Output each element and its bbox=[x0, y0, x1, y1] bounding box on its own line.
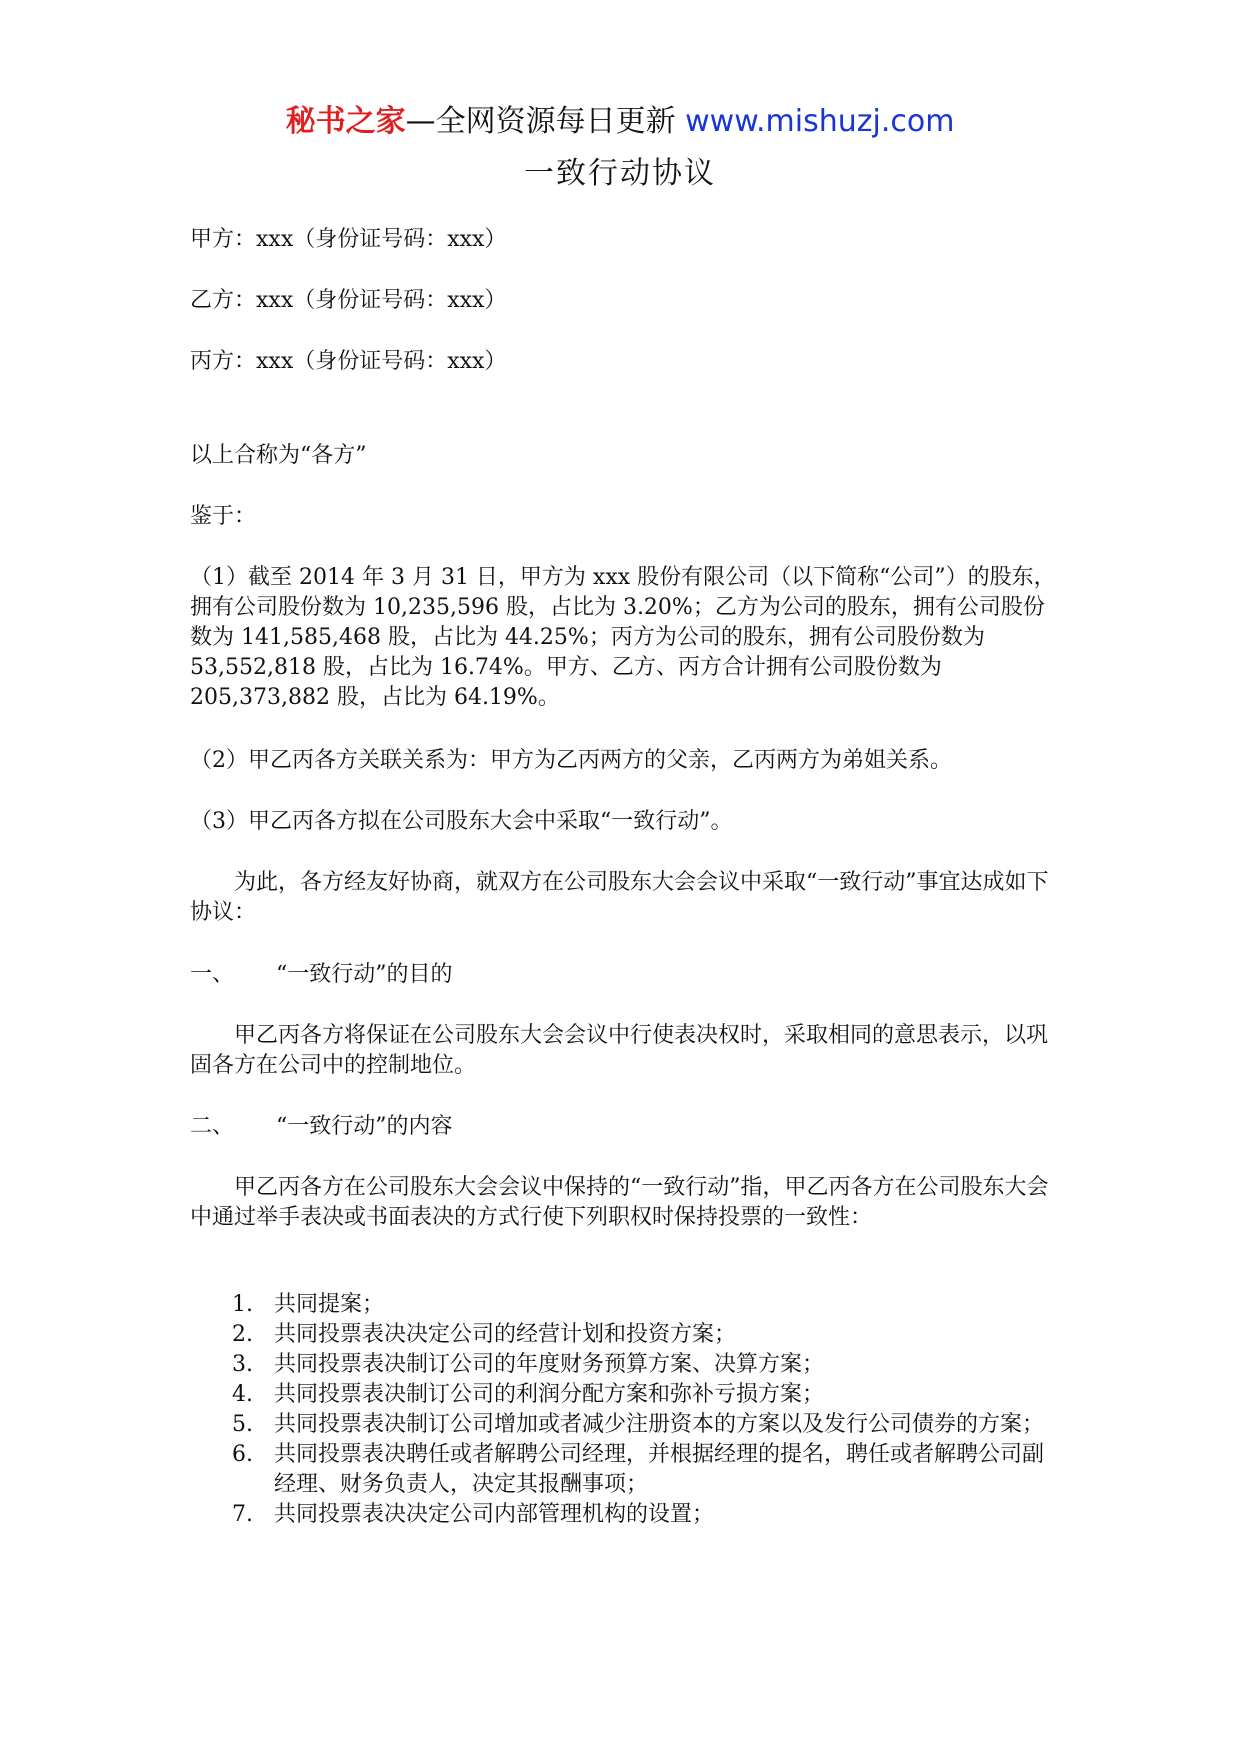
site-banner bbox=[0, 102, 1240, 142]
list-item-number: 7. bbox=[232, 1502, 253, 1527]
list-item-text: 共同投票表决决定公司内部管理机构的设置； bbox=[274, 1502, 715, 1527]
list-item bbox=[232, 1410, 1060, 1440]
section-2-title: “一致行动”的内容 bbox=[276, 1114, 453, 1139]
section-1-body: 甲乙丙各方将保证在公司股东大会会议中行使表决权时，采取相同的意思表示，以巩固各方在公司中的控制地位。 bbox=[190, 1023, 1049, 1078]
list-item bbox=[232, 1350, 1060, 1380]
list-item-text: 共同投票表决制订公司的年度财务预算方案、决算方案； bbox=[274, 1352, 825, 1377]
whereas-clause-3: （3）甲乙丙各方拟在公司股东大会中采取“一致行动”。 bbox=[190, 809, 733, 834]
list-item bbox=[232, 1440, 1060, 1500]
preamble-paragraph: 为此，各方经友好协商，就双方在公司股东大会会议中采取“一致行动”事宜达成如下协议： bbox=[190, 870, 1049, 925]
whereas-clause-1: （1）截至 2014 年 3 月 31 日，甲方为 xxx 股份有限公司（以下简称“公司”）的股东，拥有公司股份数为 10,235,596 股，占比为 3.20%；乙方为公司的股东，拥有公司股份数为 141,585,468 股，占比为 44.25%；丙方为公司的股东，拥有公司股份数为 53,552,818 股，占比为 16.74%。甲方、乙方、丙方合计拥有公司股份数为 205,373,882 股，占比为 64.19%。 bbox=[190, 565, 1056, 710]
section-1-heading bbox=[190, 960, 453, 990]
list-item bbox=[232, 1320, 1060, 1350]
list-item-text: 共同投票表决聘任或者解聘公司经理，并根据经理的提名，聘任或者解聘公司副经理、财务负责人，决定其报酬事项； bbox=[274, 1442, 1045, 1497]
site-url-link[interactable]: www.mishuzj.com bbox=[685, 104, 955, 139]
list-item bbox=[232, 1290, 1060, 1320]
section-1-title: “一致行动”的目的 bbox=[276, 962, 453, 987]
section-1-number: 一、 bbox=[190, 962, 235, 987]
list-item-number: 3. bbox=[232, 1352, 253, 1377]
party-a: 甲方：xxx（身份证号码：xxx） bbox=[190, 227, 507, 252]
list-item-text: 共同投票表决制订公司的利润分配方案和弥补亏损方案； bbox=[274, 1382, 825, 1407]
party-b: 乙方：xxx（身份证号码：xxx） bbox=[190, 288, 507, 313]
collective-name: 以上合称为“各方” bbox=[190, 443, 367, 468]
whereas-label: 鉴于： bbox=[190, 504, 257, 529]
list-item-number: 1. bbox=[232, 1292, 253, 1317]
list-item bbox=[232, 1500, 1060, 1530]
list-item-text: 共同投票表决决定公司的经营计划和投资方案； bbox=[274, 1322, 737, 1347]
section-2-number: 二、 bbox=[190, 1114, 235, 1139]
list-item-text: 共同投票表决制订公司增加或者减少注册资本的方案以及发行公司债券的方案； bbox=[274, 1412, 1045, 1437]
list-item bbox=[232, 1380, 1060, 1410]
list-item-number: 4. bbox=[232, 1382, 253, 1407]
banner-slogan: —全网资源每日更新 bbox=[405, 104, 686, 139]
list-item-text: 共同提案； bbox=[274, 1292, 385, 1317]
list-item-number: 6. bbox=[232, 1442, 253, 1467]
party-c: 丙方：xxx（身份证号码：xxx） bbox=[190, 349, 507, 374]
brand-name: 秘书之家 bbox=[285, 104, 406, 139]
list-item-number: 2. bbox=[232, 1322, 253, 1347]
whereas-clause-2: （2）甲乙丙各方关联关系为：甲方为乙丙两方的父亲，乙丙两方为弟姐关系。 bbox=[190, 748, 952, 773]
section-2-heading bbox=[190, 1112, 453, 1142]
list-item-number: 5. bbox=[232, 1412, 253, 1437]
document-title: 一致行动协议 bbox=[524, 156, 716, 191]
powers-list bbox=[232, 1290, 1060, 1530]
section-2-body: 甲乙丙各方在公司股东大会会议中保持的“一致行动”指，甲乙丙各方在公司股东大会中通过举手表决或书面表决的方式行使下列职权时保持投票的一致性： bbox=[190, 1175, 1049, 1230]
